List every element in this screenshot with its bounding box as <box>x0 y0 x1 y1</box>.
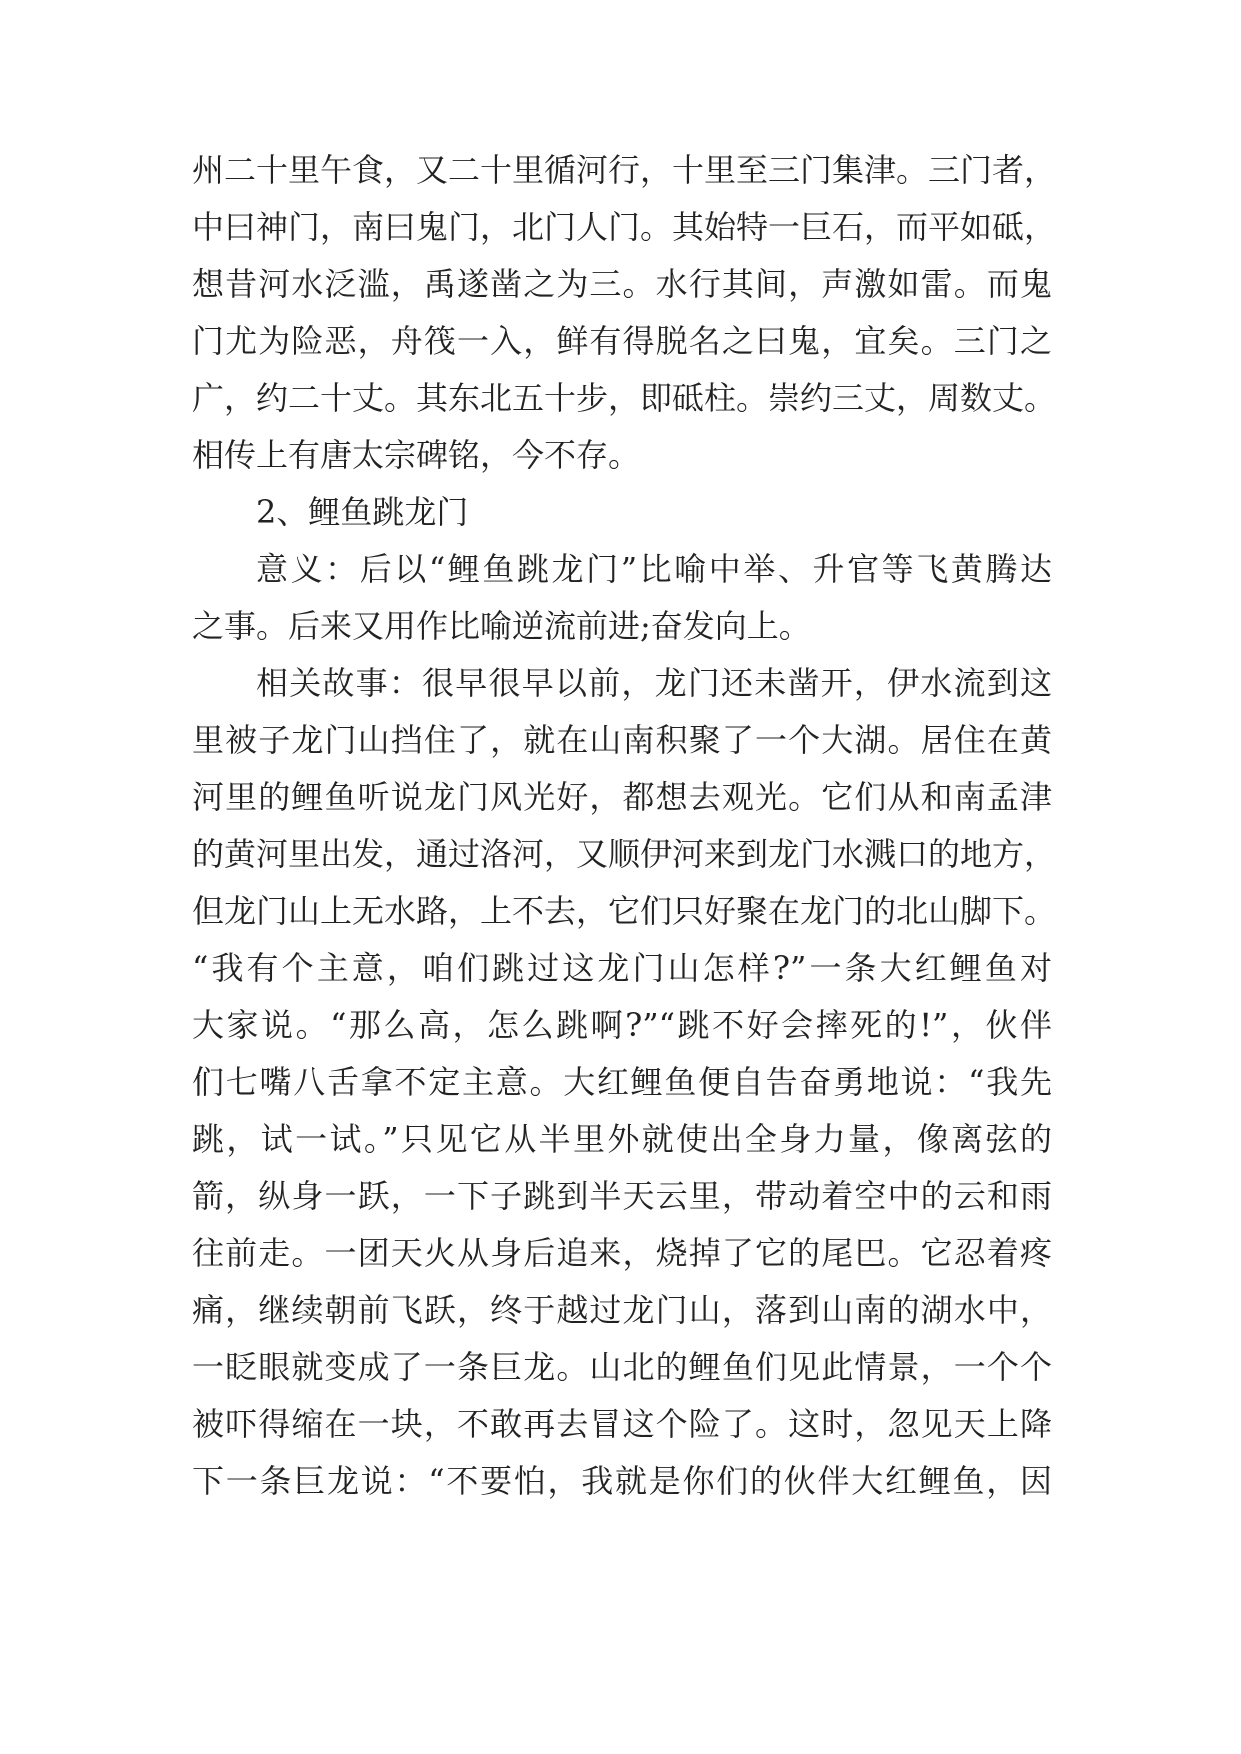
text-line: 中曰神门，南曰鬼门，北门人门。其始特一巨石，而平如砥， <box>192 208 1057 246</box>
text-line: 大家说。“那么高，怎么跳啊?”“跳不好会摔死的!”，伙伴 <box>192 1006 1052 1044</box>
text-line: 河里的鲤鱼听说龙门风光好，都想去观光。它们从和南孟津 <box>192 778 1052 816</box>
text-line: 但龙门山上无水路，上不去，它们只好聚在龙门的北山脚下。 <box>192 892 1057 930</box>
text-line: “我有个主意，咱们跳过这龙门山怎样?”一条大红鲤鱼对 <box>192 949 1052 987</box>
section-heading: 2、鲤鱼跳龙门 <box>256 493 469 531</box>
text-line: 之事。后来又用作比喻逆流前进;奋发向上。 <box>192 607 811 645</box>
text-line: 里被子龙门山挡住了，就在山南积聚了一个大湖。居住在黄 <box>192 721 1052 759</box>
text-line: 意义：后以“鲤鱼跳龙门”比喻中举、升官等飞黄腾达 <box>256 550 1052 588</box>
text-line: 相关故事：很早很早以前，龙门还未凿开，伊水流到这 <box>256 664 1052 702</box>
text-line: 相传上有唐太宗碑铭，今不存。 <box>192 436 641 474</box>
text-line: 们七嘴八舌拿不定主意。大红鲤鱼便自告奋勇地说：“我先 <box>192 1063 1052 1101</box>
text-line: 往前走。一团天火从身后追来，烧掉了它的尾巴。它忍着疼 <box>192 1234 1052 1272</box>
text-line: 痛，继续朝前飞跃，终于越过龙门山，落到山南的湖水中， <box>192 1291 1052 1329</box>
text-line: 门尤为险恶，舟筏一入，鲜有得脱名之曰鬼，宜矣。三门之 <box>192 322 1052 360</box>
text-line: 跳，试一试。”只见它从半里外就使出全身力量，像离弦的 <box>192 1120 1052 1158</box>
text-line: 被吓得缩在一块，不敢再去冒这个险了。这时，忽见天上降 <box>192 1405 1052 1443</box>
text-line: 的黄河里出发，通过洛河，又顺伊河来到龙门水溅口的地方， <box>192 835 1057 873</box>
text-line: 下一条巨龙说：“不要怕，我就是你们的伙伴大红鲤鱼，因 <box>192 1462 1052 1500</box>
text-line: 一眨眼就变成了一条巨龙。山北的鲤鱼们见此情景，一个个 <box>192 1348 1052 1386</box>
text-line: 广，约二十丈。其东北五十步，即砥柱。崇约三丈，周数丈。 <box>192 379 1057 417</box>
text-line: 州二十里午食，又二十里循河行，十里至三门集津。三门者， <box>192 151 1057 189</box>
text-line: 想昔河水泛滥，禹遂凿之为三。水行其间，声激如雷。而鬼 <box>192 265 1052 303</box>
text-line: 箭，纵身一跃，一下子跳到半天云里，带动着空中的云和雨 <box>192 1177 1052 1215</box>
